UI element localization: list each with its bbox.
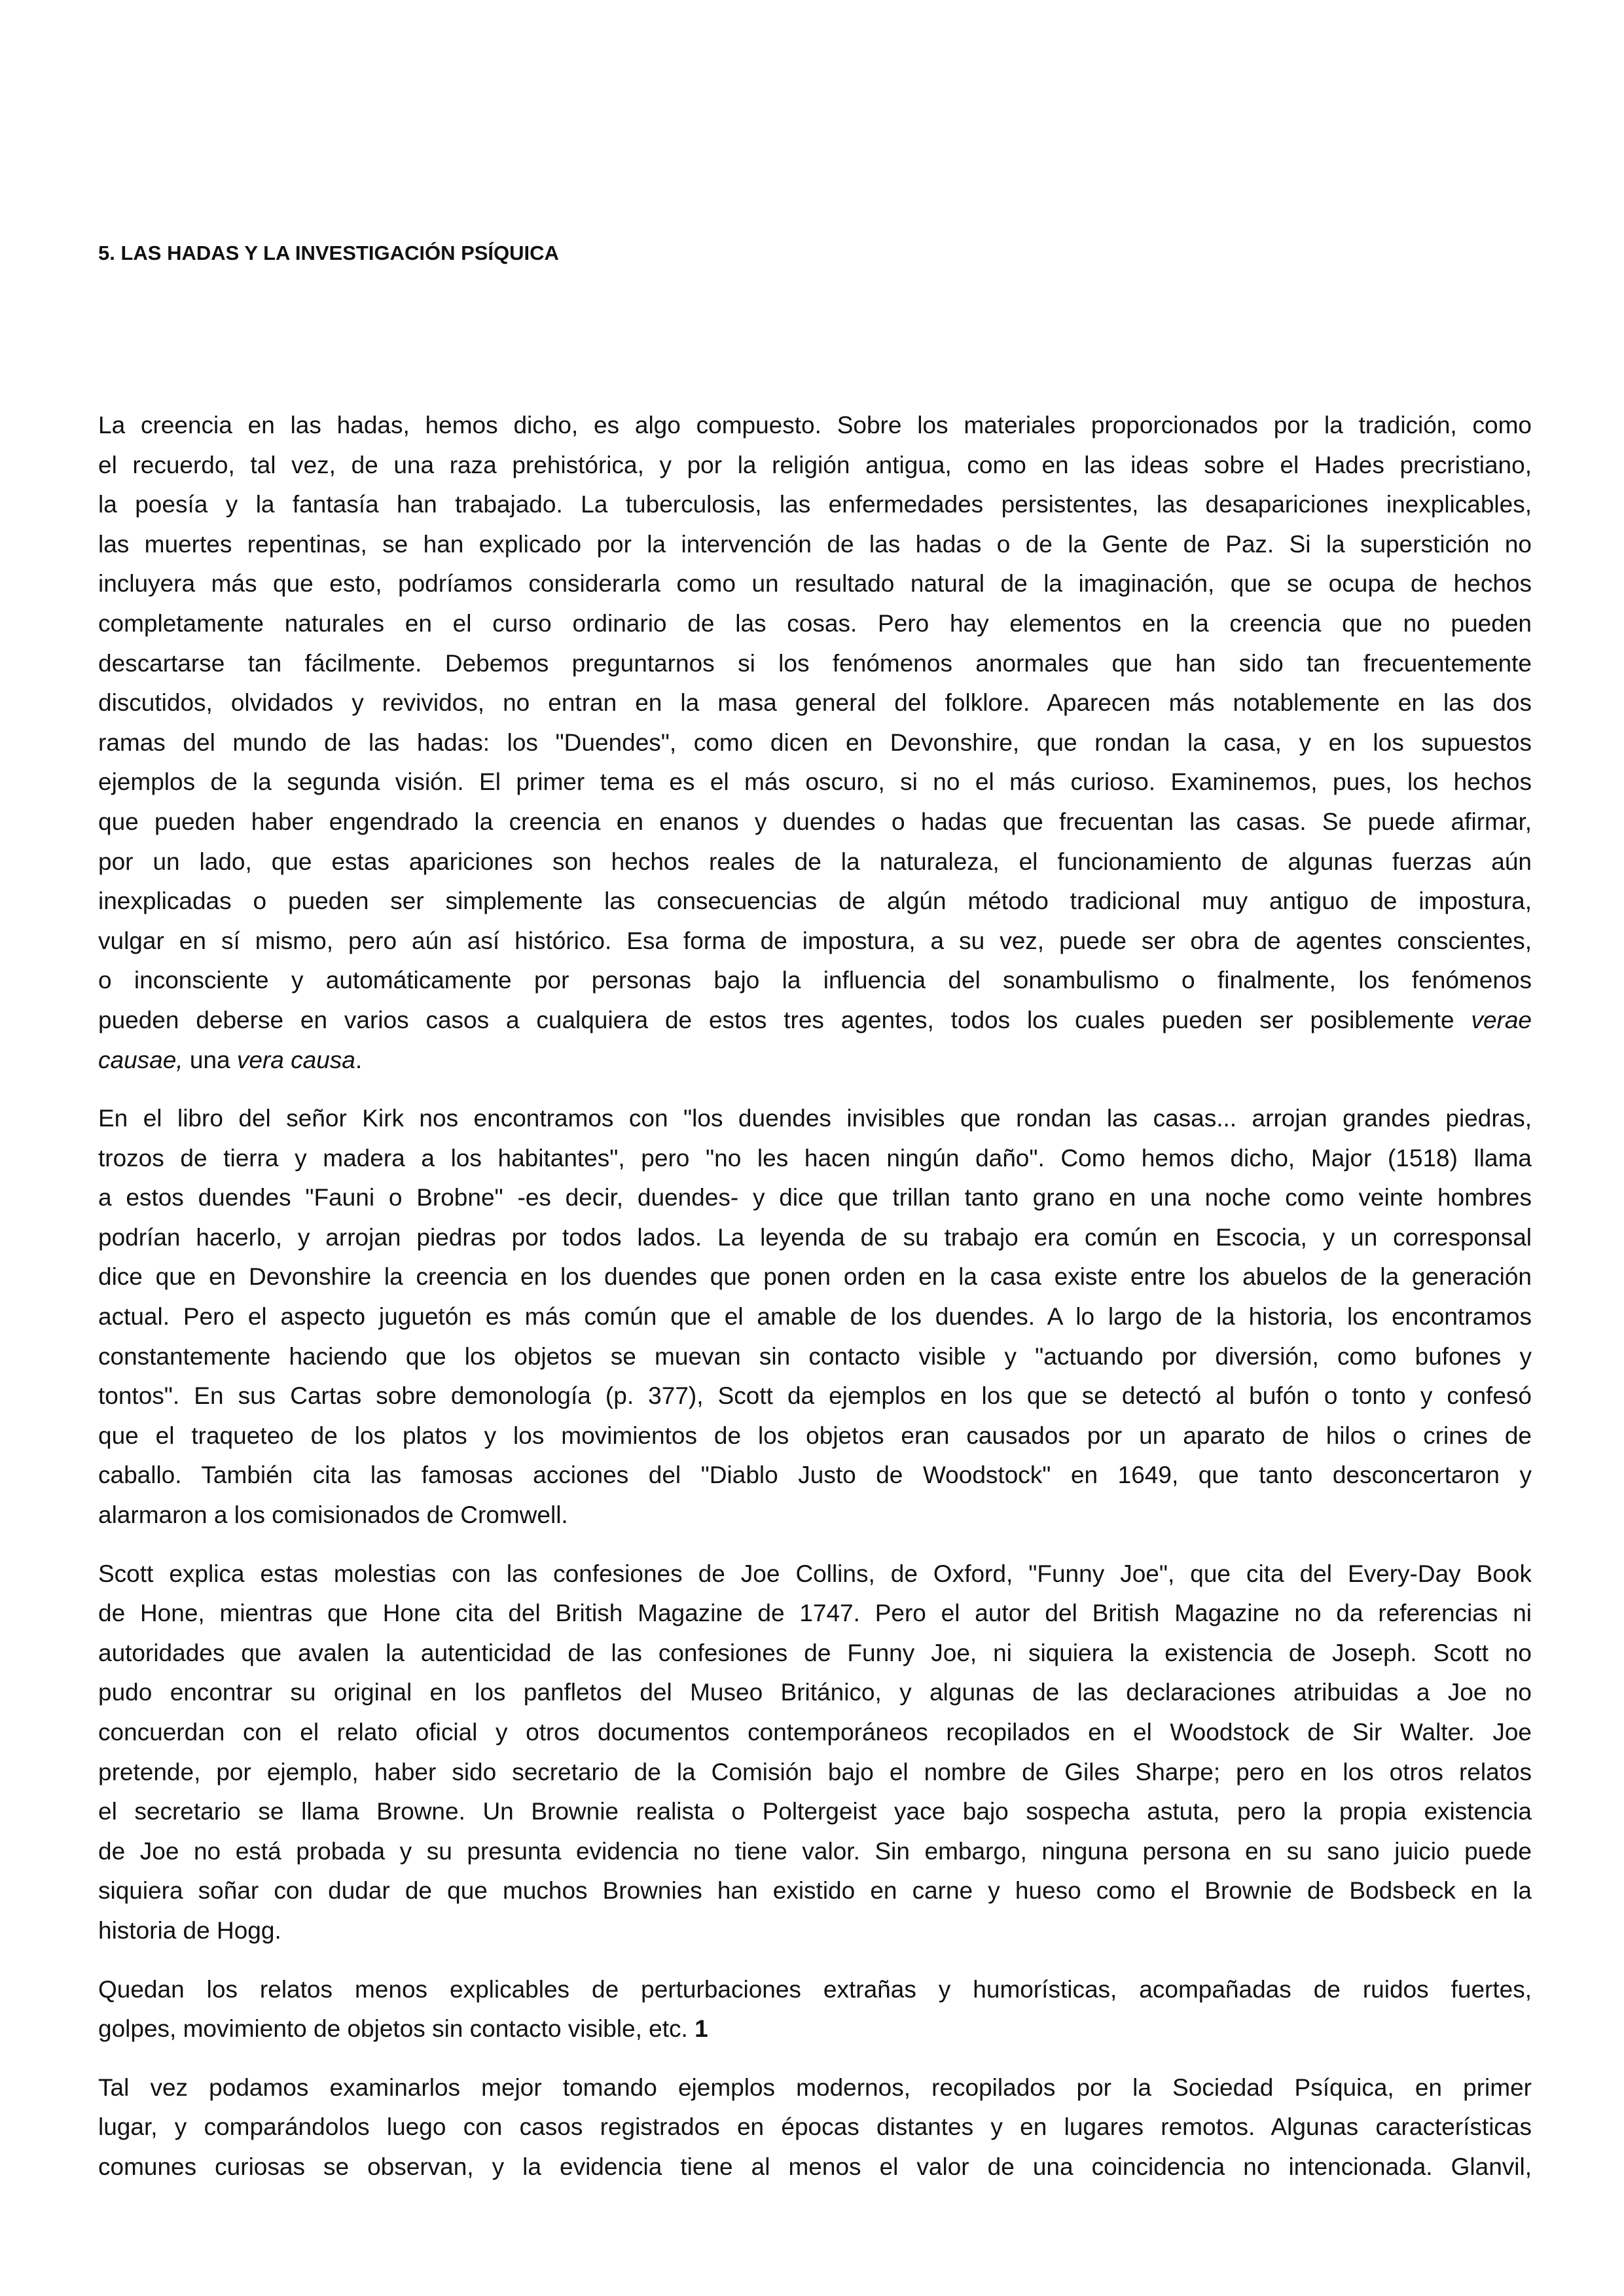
text-line: discutidos, olvidados y revividos, no entran en la masa general del folklore. Aparecen más notablemente en las dos: [98, 689, 1532, 717]
text-line: comunes curiosas se observan, y la evidencia tiene al menos el valor de una coincidencia no intencionada. Glanvil,: [98, 2153, 1532, 2180]
text-line: [98, 1041, 1532, 1081]
text-line: dice que en Devonshire la creencia en los duendes que ponen orden en la casa existe entre los abuelos de la generación: [98, 1263, 1532, 1291]
text-line: incluyera más que esto, podríamos considerarla como un resultado natural de la imaginación, que se ocupa de hechos: [98, 570, 1532, 598]
text-segment: una: [183, 1046, 237, 1073]
text-line: concuerdan con el relato oficial y otros documentos contemporáneos recopilados en el Woodstock de Sir Walter. Joe: [98, 1719, 1532, 1746]
text-line: inexplicadas o pueden ser simplemente las consecuencias de algún método tradicional muy antiguo de impostura,: [98, 888, 1532, 915]
text-line: de Hone, mientras que Hone cita del British Magazine de 1747. Pero el autor del British Magazine no da referencias ni: [98, 1600, 1532, 1627]
text-line: ramas del mundo de las hadas: los "Duendes", como dicen en Devonshire, que rondan la casa, y en los supuestos: [98, 728, 1532, 756]
text-line: las muertes repentinas, se han explicado por la intervención de las hadas o de la Gente de Paz. Si la superstición no: [98, 530, 1532, 558]
text-line: el secretario se llama Browne. Un Brownie realista o Poltergeist yace bajo sospecha astuta, pero la propia existencia: [98, 1798, 1532, 1825]
text-line: trozos de tierra y madera a los habitantes", pero "no les hacen ningún daño". Como hemos dicho, Major (1518) llama: [98, 1144, 1532, 1172]
italic-text: vera causa: [236, 1046, 355, 1073]
text-line: lugar, y comparándolos luego con casos registrados en épocas distantes y en lugares remotos. Algunas características: [98, 2113, 1532, 2141]
paragraph: [98, 406, 1532, 1080]
text-line: por un lado, que estas apariciones son hechos reales de la naturaleza, el funcionamiento de algunas fuerzas aún: [98, 848, 1532, 875]
text-line: En el libro del señor Kirk nos encontramos con "los duendes invisibles que rondan las casas... arrojan grandes piedras,: [98, 1105, 1532, 1132]
text-line: pretende, por ejemplo, haber sido secretario de la Comisión bajo el nombre de Giles Sharpe; pero en los otros relatos: [98, 1758, 1532, 1785]
text-segment: pueden deberse en varios casos a cualquiera de estos tres agentes, todos los cuales pueden ser posiblemente: [98, 1006, 1471, 1033]
text-line: ejemplos de la segunda visión. El primer tema es el más oscuro, si no el más curioso. Examinemos, pues, los hechos: [98, 768, 1532, 796]
chapter-heading: 5. LAS HADAS Y LA INVESTIGACIÓN PSÍQUICA: [98, 241, 559, 264]
text-line: Tal vez podamos examinarlos mejor tomando ejemplos modernos, recopilados por la Sociedad Psíquica, en primer: [98, 2073, 1532, 2101]
text-line: tontos". En sus Cartas sobre demonología (p. 377), Scott da ejemplos en los que se detectó al bufón o tonto y confesó: [98, 1382, 1532, 1410]
text-line: descartarse tan fácilmente. Debemos preguntarnos si los fenómenos anormales que han sido tan frecuentemente: [98, 649, 1532, 677]
text-line: historia de Hogg.: [98, 1916, 281, 1944]
text-line: o inconsciente y automáticamente por personas bajo la influencia del sonambulismo o finalmente, los fenómenos: [98, 967, 1532, 994]
text-line: [98, 2009, 1532, 2049]
text-line: el recuerdo, tal vez, de una raza prehistórica, y por la religión antigua, como en las ideas sobre el Hades precristiano,: [98, 451, 1532, 478]
text-line: pudo encontrar su original en los panfletos del Museo Británico, y algunas de las declaraciones atribuidas a Joe no: [98, 1679, 1532, 1706]
text-line: caballo. También cita las famosas acciones del "Diablo Justo de Woodstock" en 1649, que tanto desconcertaron y: [98, 1462, 1532, 1489]
paragraph: [98, 1970, 1532, 2049]
text-line: la poesía y la fantasía han trabajado. La tuberculosis, las enfermedades persistentes, las desapariciones inexplicables,: [98, 491, 1532, 518]
paragraph: [98, 1554, 1532, 1951]
paragraph: [98, 2068, 1532, 2187]
text-line: vulgar en sí mismo, pero aún así histórico. Esa forma de impostura, a su vez, puede ser obra de agentes conscientes,: [98, 927, 1532, 954]
text-line: constantemente haciendo que los objetos se muevan sin contacto visible y "actuando por diversión, como bufones y: [98, 1342, 1532, 1370]
paragraph: [98, 1099, 1532, 1535]
text-line: actual. Pero el aspecto juguetón es más común que el amable de los duendes. A lo largo de la historia, los encontramos: [98, 1303, 1532, 1331]
text-line: [98, 1001, 1532, 1041]
text-line: de Joe no está probada y su presunta evidencia no tiene valor. Sin embargo, ninguna persona en su sano juicio puede: [98, 1837, 1532, 1865]
document-body: [98, 406, 1532, 2206]
text-line: alarmaron a los comisionados de Cromwell.: [98, 1501, 568, 1529]
italic-text: verae: [1471, 1006, 1532, 1033]
text-line: podrían hacerlo, y arrojan piedras por todos lados. La leyenda de su trabajo era común en Escocia, y un corresponsal: [98, 1223, 1532, 1251]
text-line: que pueden haber engendrado la creencia en enanos y duendes o hadas que frecuentan las casas. Se puede afirmar,: [98, 808, 1532, 835]
text-segment: .: [355, 1046, 363, 1073]
text-line: completamente naturales en el curso ordinario de las cosas. Pero hay elementos en la creencia que no pueden: [98, 609, 1532, 637]
text-line: Quedan los relatos menos explicables de perturbaciones extrañas y humorísticas, acompañadas de ruidos fuertes,: [98, 1975, 1532, 2003]
text-line: Scott explica estas molestias con las confesiones de Joe Collins, de Oxford, "Funny Joe", que cita del Every-Day Book: [98, 1560, 1532, 1587]
text-segment: golpes, movimiento de objetos sin contacto visible, etc.: [98, 2015, 695, 2043]
footnote-ref: 1: [695, 2015, 708, 2043]
text-line: que el traqueteo de los platos y los movimientos de los objetos eran causados por un aparato de hilos o crines de: [98, 1422, 1532, 1449]
italic-text: causae,: [98, 1046, 183, 1073]
text-line: siquiera soñar con dudar de que muchos Brownies han existido en carne y hueso como el Brownie de Bodsbeck en la: [98, 1877, 1532, 1905]
text-line: a estos duendes "Fauni o Brobne" -es decir, duendes- y dice que trillan tanto grano en una noche como veinte hombres: [98, 1184, 1532, 1211]
text-line: autoridades que avalen la autenticidad de las confesiones de Funny Joe, ni siquiera la existencia de Joseph. Scott no: [98, 1639, 1532, 1666]
text-line: La creencia en las hadas, hemos dicho, es algo compuesto. Sobre los materiales proporcionados por la tradición, como: [98, 412, 1532, 439]
